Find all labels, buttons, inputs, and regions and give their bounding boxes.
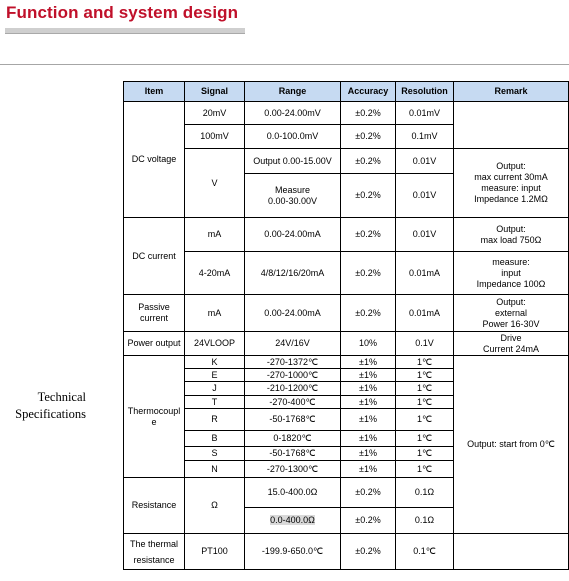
accuracy-cell: ±1% [341,356,396,369]
item-line: Passive [138,302,170,312]
remark-line: Output: [496,161,526,171]
range-cell: 0-1820℃ [245,431,341,447]
section-label-line2: Specifications [15,407,86,421]
item-line: resistance [133,554,175,565]
range-cell: 4/8/12/16/20mA [245,252,341,295]
col-header-remark: Remark [454,82,569,102]
range-cell: 15.0-400.0Ω [245,478,341,508]
signal-cell: E [185,369,245,382]
resolution-cell: 0.01mA [396,295,454,332]
item-cell [124,534,185,570]
accuracy-cell: ±0.2% [341,102,396,125]
remark-cell [454,102,569,149]
signal-cell: 4-20mA [185,252,245,295]
table-row [124,295,569,332]
title-underline [5,28,245,34]
signal-cell: B [185,431,245,447]
accuracy-cell: ±0.2% [341,534,396,570]
section-label-line1: Technical [37,390,86,404]
remark-line: max load 750Ω [480,234,542,245]
signal-cell: S [185,447,245,461]
accuracy-cell: ±0.2% [341,125,396,149]
col-header-range: Range [245,82,341,102]
item-cell: Power output [124,332,185,356]
remark-line: input [501,267,521,278]
signal-cell: Ω [185,478,245,534]
remark-cell [454,534,569,570]
item-cell [124,356,185,478]
range-cell: 0.00-24.00mA [245,295,341,332]
item-line: current [139,313,168,323]
resolution-cell: 0.1℃ [396,534,454,570]
resolution-cell: 0.1mV [396,125,454,149]
accuracy-cell: 10% [341,332,396,356]
remark-cell [454,332,569,356]
remark-cell [454,295,569,332]
accuracy-cell: ±1% [341,396,396,409]
accuracy-cell: ±1% [341,447,396,461]
accuracy-cell: ±1% [341,431,396,447]
item-line: Thermocoupl [127,405,181,416]
range-line: 0.00-30.00V [267,195,318,206]
signal-cell: V [185,149,245,218]
range-cell: -270-1372℃ [245,356,341,369]
signal-cell: 100mV [185,125,245,149]
range-cell: 0.00-24.00mV [245,102,341,125]
item-cell: DC voltage [124,102,185,218]
accuracy-cell: ±1% [341,382,396,396]
resolution-cell: 0.01V [396,149,454,174]
remark-line: Output: [496,296,526,307]
accuracy-cell: ±1% [341,369,396,382]
col-header-item: Item [124,82,185,102]
accuracy-cell: ±1% [341,409,396,431]
accuracy-cell: ±0.2% [341,149,396,174]
range-cell: -270-400℃ [245,396,341,409]
accuracy-cell: ±0.2% [341,252,396,295]
range-cell: 24V/16V [245,332,341,356]
accuracy-cell: ±0.2% [341,295,396,332]
resolution-cell: 0.01mA [396,252,454,295]
resolution-cell: 0.01V [396,174,454,218]
range-cell: -210-1200℃ [245,382,341,396]
signal-cell: 20mV [185,102,245,125]
remark-line: Output: [496,223,526,234]
page-title: Function and system design [6,3,239,22]
signal-cell: K [185,356,245,369]
item-cell: DC current [124,218,185,295]
resolution-cell: 1℃ [396,356,454,369]
resolution-cell: 1℃ [396,396,454,409]
remark-line: Power 16-30V [482,318,540,329]
accuracy-cell: ±0.2% [341,508,396,534]
item-line: The thermal [129,538,179,549]
table-row [124,356,569,369]
remark-line: measure: [492,256,530,267]
accuracy-cell: ±1% [341,461,396,478]
remark-cell [454,218,569,252]
remark-cell [454,252,569,295]
signal-cell: N [185,461,245,478]
remark-cell [454,149,569,218]
range-cell: -270-1300℃ [245,461,341,478]
signal-cell: mA [185,295,245,332]
resolution-cell: 1℃ [396,447,454,461]
signal-cell: J [185,382,245,396]
resolution-cell: 1℃ [396,461,454,478]
remark-line: external [494,307,528,318]
signal-cell: T [185,396,245,409]
table-row [124,332,569,356]
col-header-accuracy: Accuracy [341,82,396,102]
col-header-resolution: Resolution [396,82,454,102]
item-cell [124,295,185,332]
range-cell: 0.0-100.0mV [245,125,341,149]
table-row [124,218,569,252]
range-line: Measure [274,184,310,195]
header-row [124,82,569,102]
resolution-cell: 0.1Ω [396,478,454,508]
table-row [124,534,569,570]
range-cell: -50-1768℃ [245,447,341,461]
signal-cell: R [185,409,245,431]
section-label [0,389,86,423]
section-divider [0,64,569,65]
range-cell: 0.00-24.00mA [245,218,341,252]
range-cell [245,174,341,218]
remark-line: Drive [500,332,522,343]
accuracy-cell: ±0.2% [341,218,396,252]
range-cell: Output 0.00-15.00V [245,149,341,174]
signal-cell: PT100 [185,534,245,570]
resolution-cell: 0.1V [396,332,454,356]
range-cell [245,508,341,534]
resolution-cell: 1℃ [396,369,454,382]
resolution-cell: 0.1Ω [396,508,454,534]
range-cell: -50-1768℃ [245,409,341,431]
item-line: e [151,416,157,427]
remark-line: Impedance 100Ω [476,278,546,289]
accuracy-cell: ±0.2% [341,174,396,218]
range-cell: -270-1000℃ [245,369,341,382]
remark-cell: Output: start from 0℃ [454,356,569,534]
resolution-cell: 0.01V [396,218,454,252]
range-highlight: 0.0-400.0Ω [270,515,315,525]
accuracy-cell: ±0.2% [341,478,396,508]
table-row [124,149,569,174]
resolution-cell: 1℃ [396,409,454,431]
col-header-signal: Signal [185,82,245,102]
table-row [124,102,569,125]
signal-cell: mA [185,218,245,252]
resolution-cell: 1℃ [396,382,454,396]
table-row [124,252,569,295]
resolution-cell: 0.01mV [396,102,454,125]
remark-line: Current 24mA [482,343,540,354]
remark-line: measure: input [481,183,541,193]
remark-line: max current 30mA [474,172,548,182]
resolution-cell: 1℃ [396,431,454,447]
remark-line: Impedance 1.2MΩ [474,194,548,204]
spec-table [123,81,569,570]
item-cell: Resistance [124,478,185,534]
signal-cell: 24VLOOP [185,332,245,356]
range-cell: -199.9-650.0℃ [245,534,341,570]
